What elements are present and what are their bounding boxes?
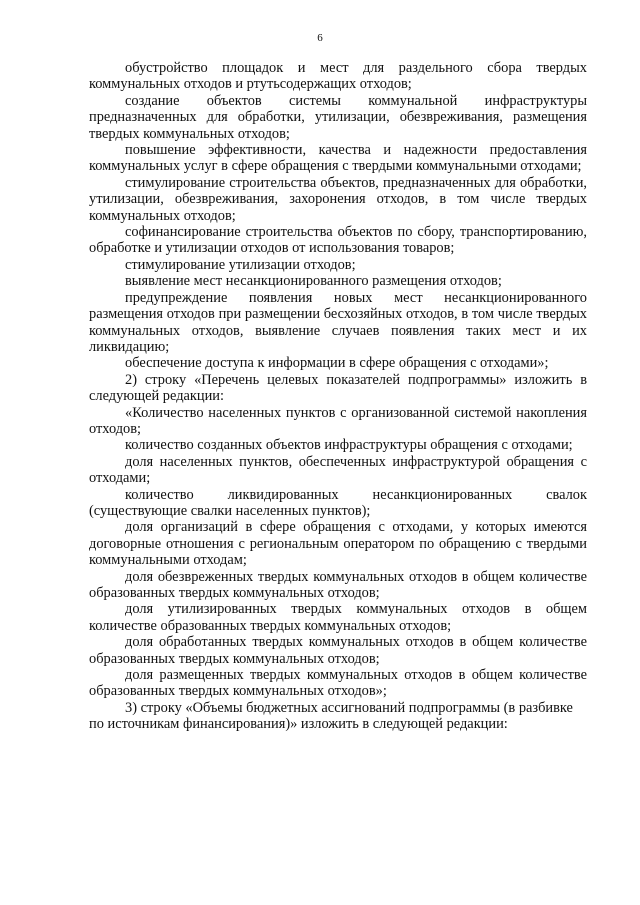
paragraph: софинансирование строительства объектов по сбору, транспортированию, обработке и утилизации отходов от использования товаров; xyxy=(89,224,587,257)
paragraph: доля населенных пунктов, обеспеченных инфраструктурой обращения с отходами; xyxy=(89,453,587,487)
paragraph: обустройство площадок и мест для раздельного сбора твердых коммунальных отходов и ртутьсодержащих отходов; xyxy=(89,60,587,93)
paragraph: количество созданных объектов инфраструктуры обращения с отходами; xyxy=(125,437,573,454)
paragraph: обеспечение доступа к информации в сфере обращения с отходами»; xyxy=(125,355,549,372)
paragraph: выявление мест несанкционированного размещения отходов; xyxy=(125,273,502,290)
paragraph: «Количество населенных пунктов с организованной системой накопления отходов; xyxy=(89,404,587,437)
paragraph: доля организаций в сфере обращения с отходами, у которых имеются договорные отношения с региональным оператором по обращению с твердыми коммунальными отходам; xyxy=(89,519,587,569)
paragraph: предупреждение появления новых мест несанкционированного размещения отходов при размещении бесхозяйных отходов, в том числе твердых коммунальных отходов, выявление случаев появления таких мест и их ликвидацию; xyxy=(89,289,587,355)
paragraph: стимулирование утилизации отходов; xyxy=(125,256,356,273)
paragraph: доля размещенных твердых коммунальных отходов в общем количестве образованных твердых коммунальных отходов»; xyxy=(89,667,587,700)
document-body xyxy=(89,60,587,733)
paragraph: количество ликвидированных несанкционированных свалок (существующие свалки населенных пунктов); xyxy=(89,486,587,519)
page-number: 6 xyxy=(317,32,323,44)
paragraph: 3) строку «Объемы бюджетных ассигнований подпрограммы (в разбивке по источникам финансирования)» изложить в следующей редакции: xyxy=(89,699,573,733)
paragraph: доля утилизированных твердых коммунальных отходов в общем количестве образованных твердых коммунальных отходов; xyxy=(89,601,587,634)
paragraph: доля обезвреженных твердых коммунальных отходов в общем количестве образованных твердых коммунальных отходов; xyxy=(89,568,587,601)
paragraph: 2) строку «Перечень целевых показателей подпрограммы» изложить в следующей редакции: xyxy=(89,371,587,405)
paragraph: создание объектов системы коммунальной инфраструктуры предназначенных для обработки, утилизации, обезвреживания, размещения твердых коммунальных отходов; xyxy=(89,92,587,142)
paragraph: повышение эффективности, качества и надежности предоставления коммунальных услуг в сфере обращения с твердыми коммунальными отходами; xyxy=(89,142,587,175)
paragraph: стимулирование строительства объектов, предназначенных для обработки, утилизации, обезвреживания, захоронения отходов, в том числе твердых коммунальных отходов; xyxy=(89,174,587,224)
paragraph: доля обработанных твердых коммунальных отходов в общем количестве образованных твердых коммунальных отходов; xyxy=(89,634,587,667)
